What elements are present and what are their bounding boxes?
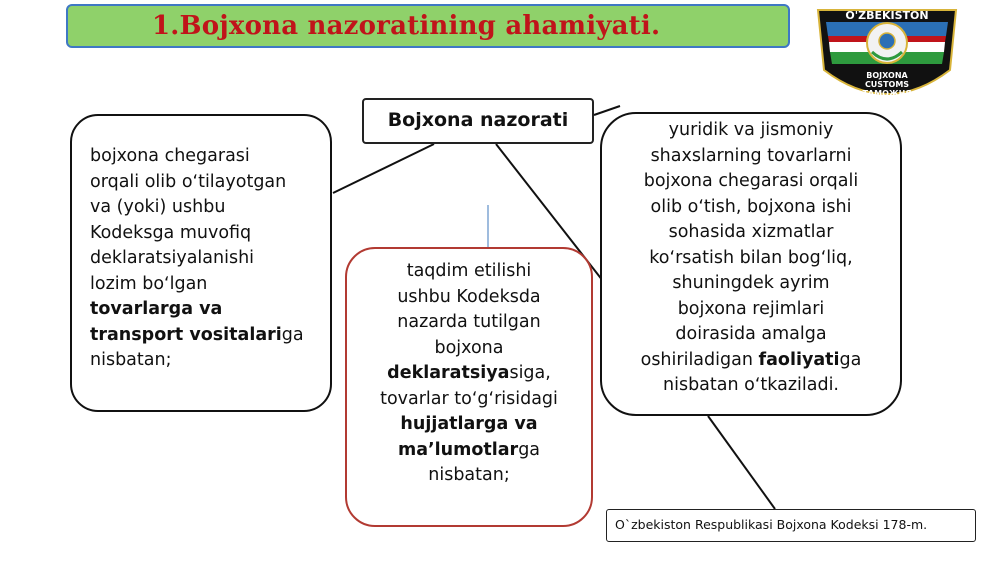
left-line <box>90 297 318 323</box>
middle-line: tovarlar toʻgʻrisidagi <box>380 388 558 409</box>
middle-line: ushbu Kodeksda <box>397 286 541 307</box>
right-line <box>612 348 890 374</box>
code-reference-text: O`zbekiston Respublikasi Bojxona Kodeksi 178-m. <box>615 517 928 532</box>
right-line: doirasida amalga <box>675 324 827 344</box>
left-bold-text: tovarlarga va <box>90 299 223 319</box>
right-line: bojxona rejimlari <box>677 298 825 319</box>
left-line: bojxona chegarasi <box>90 146 250 166</box>
right-prefix: oshiriladigan <box>640 349 759 370</box>
right-description-box <box>600 112 902 416</box>
right-line: yuridik va jismoniy <box>668 120 834 140</box>
middle-line: nisbatan; <box>428 465 510 485</box>
middle-line <box>355 361 583 387</box>
center-concept-label: Bojxona nazorati <box>387 109 569 132</box>
emblem-line-1: BOJXONA <box>866 71 908 80</box>
right-line: nisbatan oʻtkaziladi. <box>663 375 839 395</box>
right-line: shuningdek ayrim <box>672 273 830 293</box>
middle-bold-text: hujjatlarga va <box>400 414 538 434</box>
middle-suffix: ga <box>518 439 541 460</box>
left-line: nisbatan; <box>90 350 172 370</box>
connector-center-left <box>333 144 434 193</box>
left-bold-text: transport vositalari <box>90 324 282 345</box>
emblem-line-3: ТАМОЖНЯ <box>862 89 912 98</box>
emblem-top-text: O'ZBEKISTON <box>845 9 929 22</box>
right-line: sohasida xizmatlar <box>668 222 834 242</box>
middle-line: nazarda tutilgan <box>397 312 541 332</box>
left-line: Kodeksga muvofiq <box>90 222 252 243</box>
page-title: 1.Bojxona nazoratining ahamiyati. <box>152 11 661 41</box>
left-line <box>90 323 318 349</box>
right-line: bojxona chegarasi orqali <box>643 171 859 191</box>
code-reference-box <box>606 509 976 542</box>
middle-description-box <box>345 247 593 527</box>
right-line: olib oʻtish, bojxona ishi <box>650 196 852 217</box>
connector-right-reference <box>708 416 775 509</box>
middle-line <box>355 412 583 438</box>
emblem-icon <box>812 0 962 112</box>
middle-line <box>355 438 583 464</box>
right-line: shaxslarning tovarlarni <box>650 145 852 166</box>
title-banner <box>66 4 790 48</box>
middle-line: taqdim etilishi <box>406 261 532 281</box>
emblem-line-2: CUSTOMS <box>864 80 910 89</box>
left-line: va (yoki) ushbu <box>90 197 226 217</box>
right-bold-text: faoliyati <box>758 349 840 370</box>
left-description-box <box>70 114 332 412</box>
customs-emblem-logo <box>812 0 962 112</box>
middle-suffix: siga, <box>509 363 551 383</box>
left-line: orqali olib oʻtilayotgan <box>90 171 287 192</box>
left-suffix: ga <box>281 324 304 345</box>
middle-bold-text: deklaratsiya <box>387 363 510 383</box>
middle-bold-text: maʼlumotlar <box>397 439 519 460</box>
left-line: lozim boʻlgan <box>90 273 208 294</box>
right-suffix: ga <box>839 349 862 370</box>
middle-line: bojxona <box>434 337 504 358</box>
left-line: deklaratsiyalanishi <box>90 248 255 268</box>
connector-center-logo <box>594 106 620 115</box>
right-line: koʻrsatish bilan bogʻliq, <box>649 247 853 268</box>
center-concept-box <box>362 98 594 144</box>
